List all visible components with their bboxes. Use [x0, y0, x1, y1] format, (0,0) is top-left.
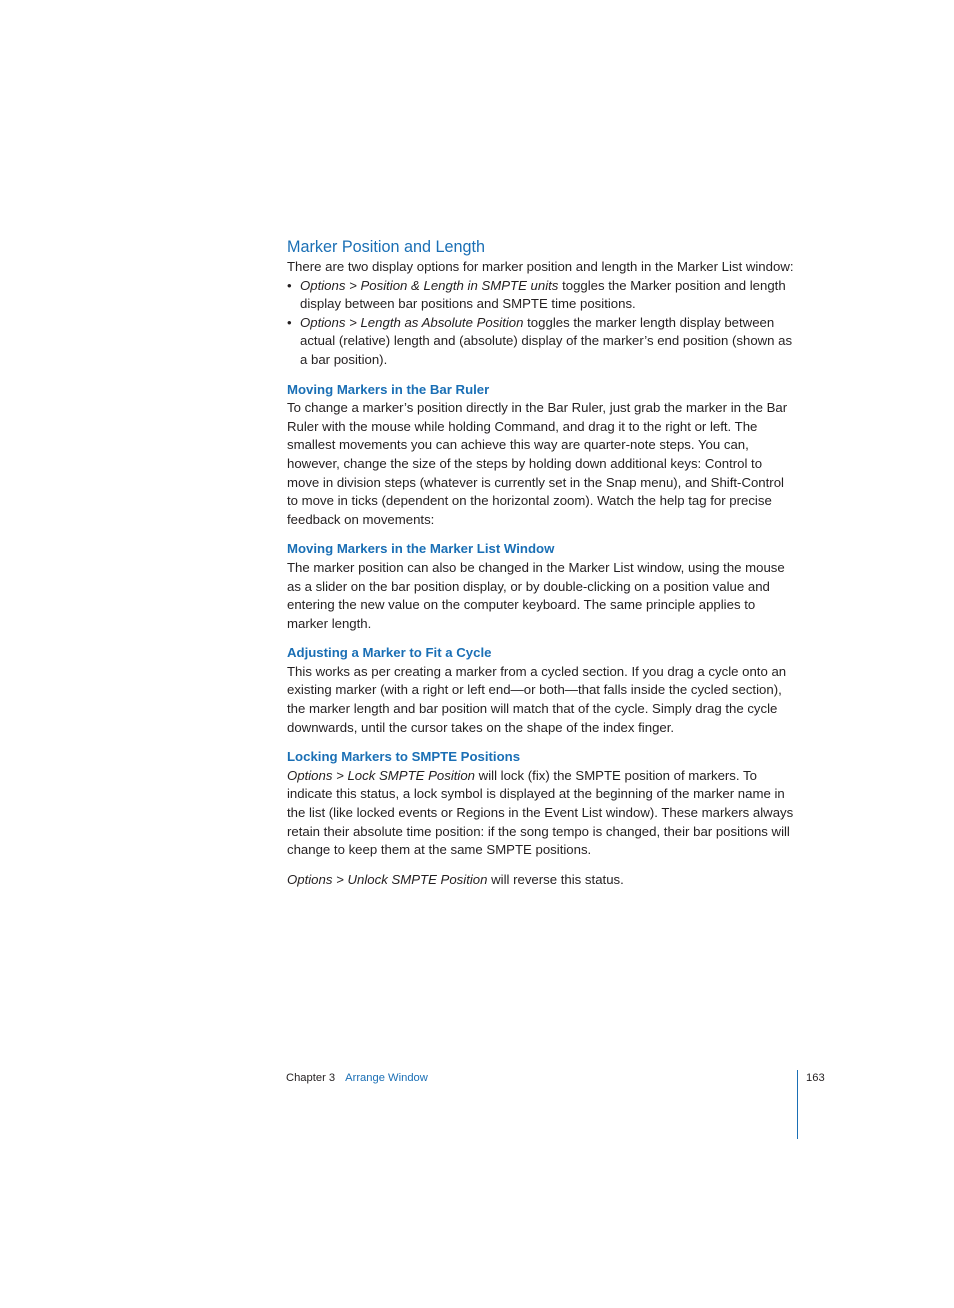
menu-path: Options > Lock SMPTE Position — [287, 767, 476, 783]
section-title: Marker Position and Length — [287, 238, 485, 256]
menu-path: Options > Length as Absolute Position — [300, 314, 524, 330]
list-item — [287, 314, 797, 370]
menu-path: Options > Position & Length in SMPTE units — [300, 277, 559, 293]
footer-divider — [797, 1070, 798, 1139]
page-footer — [286, 1070, 428, 1086]
list-item-text: toggles the Marker position and length display between bar positions and SMPTE time positions. — [300, 277, 786, 312]
subsection-heading: Moving Markers in the Bar Ruler — [287, 381, 490, 397]
subsection-heading: Locking Markers to SMPTE Positions — [287, 749, 521, 765]
subsection-body: The marker position can also be changed in the Marker List window, using the mouse as a slider on the bar position display, or by double-clicking on a position value and entering the new value on the computer keyboard. The same principle applies to marker length. — [287, 559, 785, 631]
subsection-body — [287, 871, 797, 890]
list-item — [287, 277, 797, 314]
page-number: 163 — [806, 1072, 825, 1084]
bullet-dot: • — [287, 277, 292, 293]
subsection-body: This works as per creating a marker from a cycled section. If you drag a cycle onto an existing marker (with a right or left end—or both—that falls inside the cycled section), the marker length and bar position will match that of the cycle. Simply drag the cycle downwards, until the cursor takes on the shape of the index finger. — [287, 663, 787, 735]
bullet-dot: • — [287, 314, 292, 330]
chapter-label: Chapter 3 — [286, 1072, 336, 1084]
subsection-heading: Moving Markers in the Marker List Window — [287, 541, 555, 557]
chapter-title: Arrange Window — [345, 1072, 428, 1084]
option-list — [287, 277, 797, 370]
subsection-body: To change a marker’s position directly in the Bar Ruler, just grab the marker in the Bar Ruler with the mouse while holding Command, and drag it to the right or left. The smallest movements you can achieve this way are quarter-note steps. You can, however, change the size of the steps by holding down additional keys: Control to move in division steps (whatever is currently set in the Snap menu), and Shift-Control to move in ticks (dependent on the horizontal zoom). Watch the help tag for precise feedback on movements: — [287, 400, 788, 527]
menu-path: Options > Unlock SMPTE Position — [287, 871, 488, 887]
section-intro: There are two display options for marker position and length in the Marker List window: — [287, 259, 794, 274]
subsection-body-text: will reverse this status. — [487, 871, 624, 887]
subsection-body — [287, 767, 797, 860]
subsection-body-text: will lock (fix) the SMPTE position of markers. To indicate this status, a lock symbol is displayed at the beginning of the marker name in the list (like locked events or Regions in the Event List window). These markers always retain their absolute time position: if the song tempo is changed, their bar positions will change to keep them at the same SMPTE positions. — [287, 767, 794, 858]
subsection-heading: Adjusting a Marker to Fit a Cycle — [287, 645, 492, 661]
page-content — [287, 236, 797, 889]
list-item-text: toggles the marker length display between actual (relative) length and (absolute) display of the marker’s end position (shown as a bar position). — [300, 314, 793, 367]
